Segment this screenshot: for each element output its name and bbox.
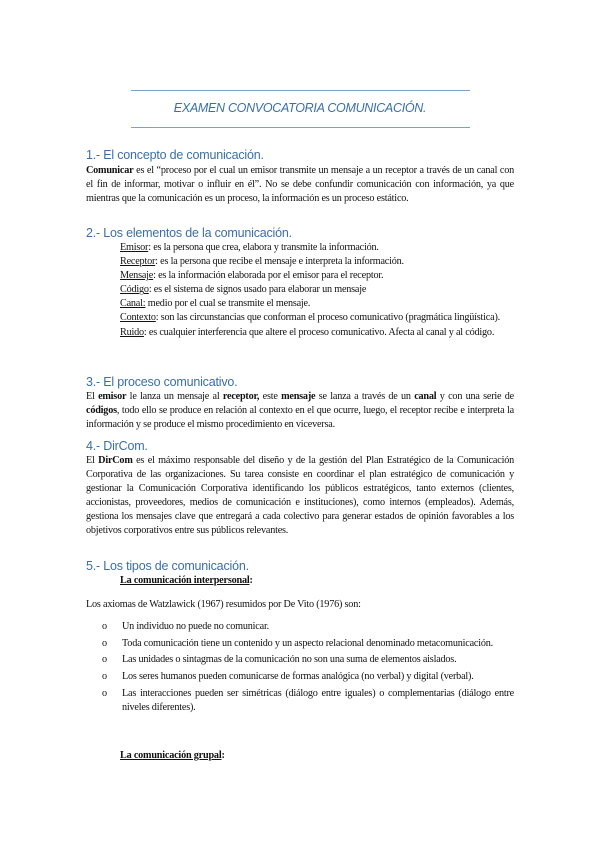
term-canal: canal <box>414 391 437 402</box>
list-item <box>102 637 514 651</box>
list-item-text: Toda comunicación tiene un contenido y un aspecto relacional denominado metacomunicación. <box>122 637 494 649</box>
proceso-text: El <box>86 391 99 402</box>
element-text: : es la información elaborada por el emisor para el receptor. <box>153 270 384 282</box>
element-text: : es cualquier interferencia que altere el proceso comunicativo. Afecta al canal y al código. <box>143 326 495 338</box>
element-emisor <box>120 241 514 255</box>
element-contexto <box>120 311 514 325</box>
subheading-label: La comunicación interpersonal <box>120 575 250 586</box>
bullet-marker: o <box>102 621 107 632</box>
list-item <box>102 653 514 667</box>
list-item-text: Las interacciones pueden ser simétricas (diálogo entre iguales) o complementarias (diálogo entre niveles diferentes). <box>122 687 514 713</box>
bullet-marker: o <box>102 654 107 666</box>
paragraph-dircom <box>86 454 514 539</box>
heading-tipos: 5.- Los tipos de comunicación. <box>86 559 249 573</box>
axiomas-list <box>102 620 514 718</box>
subheading-label: La comunicación grupal <box>120 750 222 761</box>
term-comunicar: Comunicar <box>86 165 134 176</box>
subheading-grupal <box>120 750 225 761</box>
element-term: Emisor <box>120 242 149 253</box>
bullet-marker: o <box>102 671 107 683</box>
proceso-text: este <box>259 391 282 402</box>
page-title: EXAMEN CONVOCATORIA COMUNICACIÓN. <box>173 101 427 115</box>
list-item <box>102 620 514 634</box>
element-text: medio por el cual se transmite el mensaje. <box>145 298 311 310</box>
element-term: Código <box>120 284 149 296</box>
element-text: : son las circunstancias que conforman el proceso comunicativo (pragmática lingüística). <box>155 312 500 324</box>
term-mensaje: mensaje <box>281 391 316 402</box>
proceso-text: , todo ello se produce en relación al contexto en el que ocurre, luego, el receptor recibe e interpreta la información y se produce el mismo procedimiento en viceversa. <box>86 405 514 431</box>
dircom-text: es el máximo responsable del diseño y de la gestión del Plan Estratégico de la Comunicación Corporativa de las organizaciones. Su tarea consiste en coordinar el plan estratégico de comunicación y gestionar la Comunicación Corporativa identificando los públicos estratégicos, tanto externos (clientes, accionistas, proveedores, medios de comunicación e instituciones), como internos (empleados). Además, gestiona los mensajes clave que entregará a cada colectivo para generar estados de opinión favorables a los objetivos corporativos entre sus públicos relevantes. <box>86 455 514 537</box>
subheading-colon: : <box>221 750 225 761</box>
element-term: Canal: <box>120 298 146 310</box>
proceso-text: y con una serie de <box>436 391 514 402</box>
element-text: : es la persona que recibe el mensaje e interpreta la información. <box>155 256 404 268</box>
element-mensaje <box>120 269 514 283</box>
element-term: Receptor <box>120 256 156 268</box>
heading-proceso: 3.- El proceso comunicativo. <box>86 375 238 389</box>
term-receptor: receptor, <box>222 391 260 402</box>
proceso-text: se lanza a través de un <box>315 391 415 402</box>
heading-concepto: 1.- El concepto de comunicación. <box>86 148 264 162</box>
paragraph-axiomas-intro: Los axiomas de Watzlawick (1967) resumidos por De Vito (1976) son: <box>86 599 361 610</box>
list-item-text: Un individuo no puede no comunicar. <box>122 621 269 632</box>
dircom-text: El <box>86 455 99 466</box>
bullet-marker: o <box>102 687 107 699</box>
term-emisor: emisor <box>98 391 127 402</box>
top-rule <box>131 90 470 91</box>
element-text: : es el sistema de signos usado para elaborar un mensaje <box>148 284 367 296</box>
term-dircom: DirCom <box>98 455 133 466</box>
paragraph-concepto <box>86 164 514 206</box>
element-ruido <box>120 326 514 340</box>
list-item <box>102 687 514 715</box>
element-term: Mensaje <box>120 270 154 282</box>
element-term: Contexto <box>120 312 156 324</box>
element-canal <box>120 297 514 311</box>
element-text: : es la persona que crea, elabora y transmite la información. <box>148 242 379 253</box>
element-codigo <box>120 283 514 297</box>
subheading-colon: : <box>249 575 253 586</box>
list-item-text: Los seres humanos pueden comunicarse de formas analógica (no verbal) y digital (verbal). <box>122 671 474 683</box>
bullet-marker: o <box>102 637 107 649</box>
paragraph-proceso <box>86 390 514 432</box>
list-item-text: Las unidades o sintagmas de la comunicación no son una suma de elementos aislados. <box>122 654 457 666</box>
elementos-list <box>120 241 514 340</box>
concepto-text: es el “proceso por el cual un emisor transmite un mensaje a un receptor a través de un canal con el fin de informar, motivar o influir en él”. No se debe confundir comunicación con información, ya que mientras que la comunicación es un proceso, la información es un proceso estático. <box>86 165 514 205</box>
bottom-rule <box>131 127 470 128</box>
proceso-text: le lanza un mensaje al <box>126 391 223 402</box>
element-receptor <box>120 255 514 269</box>
heading-dircom: 4.- DirCom. <box>86 439 148 453</box>
list-item <box>102 670 514 684</box>
subheading-interpersonal <box>120 575 253 586</box>
heading-elementos: 2.- Los elementos de la comunicación. <box>86 226 292 240</box>
term-codigos: códigos <box>86 405 117 417</box>
element-term: Ruido <box>120 326 144 338</box>
